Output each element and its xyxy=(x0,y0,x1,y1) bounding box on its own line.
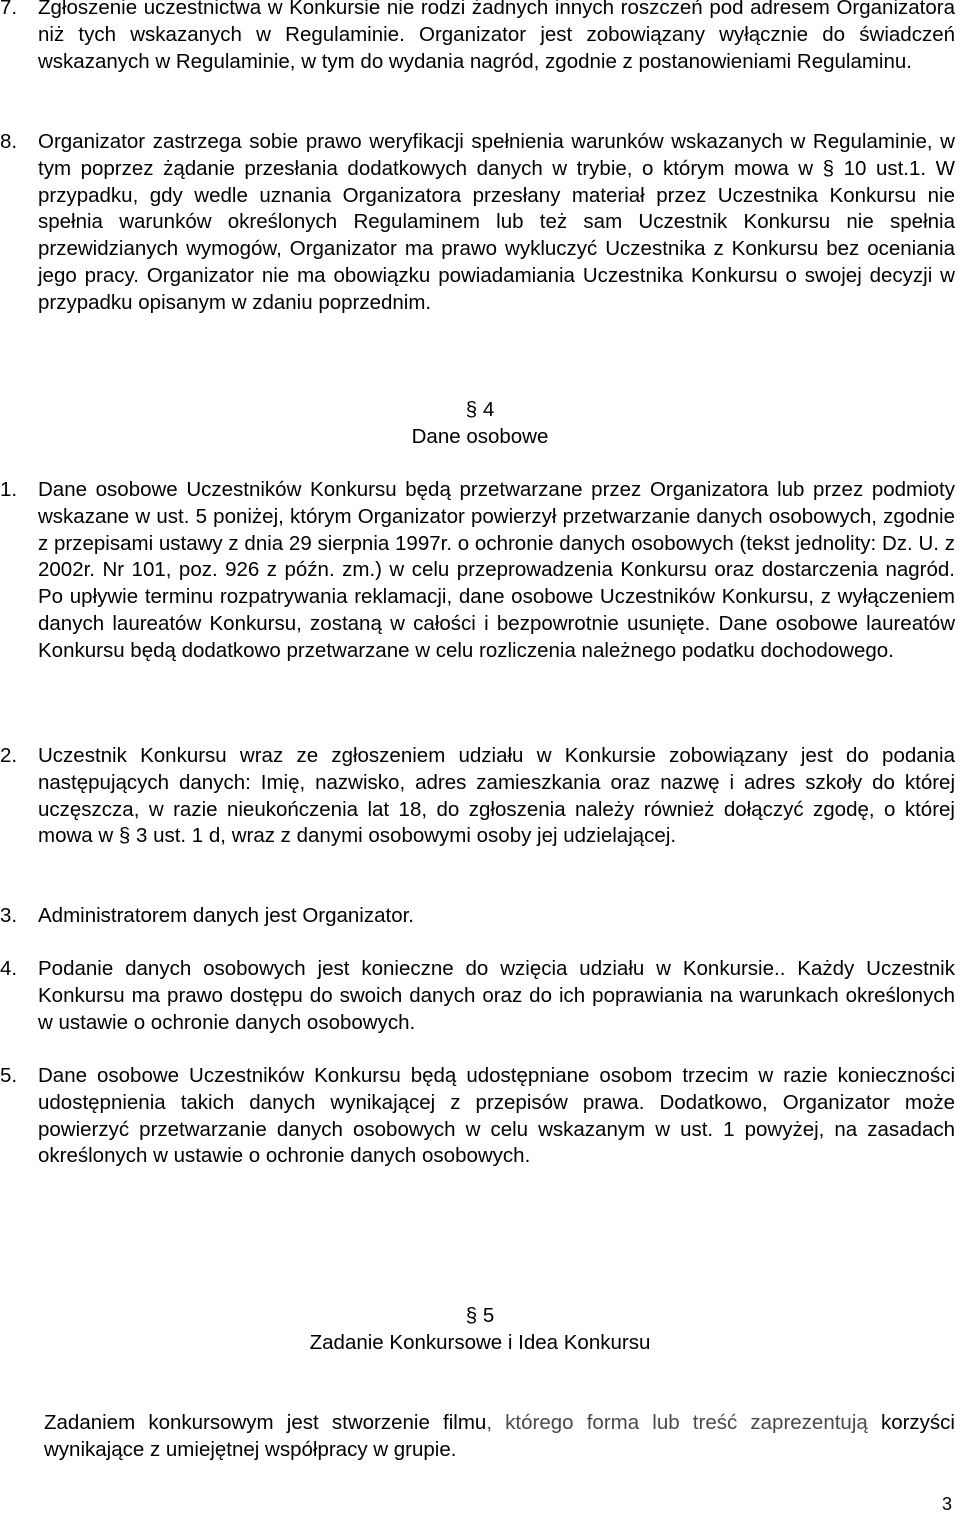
item-number: 3. xyxy=(0,904,18,927)
item-number: 2. xyxy=(0,744,18,767)
item-text: Dane osobowe Uczestników Konkursu będą przetwarzane przez Organizatora lub przez podmioty wskazane w ust. 5 poniżej, którym Organizator powierzył przetwarzanie danych osobowych, zgodnie z przepisami ustawy z dnia 29 sierpnia 1997r. o ochronie danych osobowych (tekst jednolity: Dz. U. z 2002r. Nr 101, poz. 926 z późn. zm.) w celu przeprowadzenia Konkursu oraz dostarczenia nagród. Po upływie terminu rozpatrywania reklamacji, dane osobowe Uczestników Konkursu, z wyłączeniem danych laureatów Konkursu, zostaną w całości i bezpowrotnie usunięte. Dane osobowe laureatów Konkursu będą dodatkowo przetwarzane w celu rozliczenia należnego podatku dochodowego. xyxy=(38,478,955,662)
section-5-title: Zadanie Konkursowe i Idea Konkursu xyxy=(309,1331,651,1354)
paragraph-8 xyxy=(0,129,955,317)
section-4-item-1 xyxy=(0,477,955,665)
item-text: Podanie danych osobowych jest konieczne do wzięcia udziału w Konkursie.. Każdy Uczestnik Konkursu ma prawo dostępu do swoich danych oraz do ich poprawiania na warunkach określonych w ustawie o ochronie danych osobowych. xyxy=(38,957,955,1034)
paragraph-number: 7. xyxy=(0,0,18,19)
paragraph-text: Zgłoszenie uczestnictwa w Konkursie nie rodzi żadnych innych roszczeń pod adresem Organizatora niż tych wskazanych w Regulaminie. Organizator jest zobowiązany wyłącznie do świadczeń wskazanych w Regulaminie, w tym do wydania nagród, zgodnie z postanowieniami Regulaminu. xyxy=(38,0,955,73)
item-number: 5. xyxy=(0,1064,18,1087)
paragraph-7 xyxy=(0,0,955,75)
section-4-item-2 xyxy=(0,743,955,850)
paragraph-text: Organizator zastrzega sobie prawo weryfikacji spełnienia warunków wskazanych w Regulaminie, w tym poprzez żądanie przesłania dodatkowych danych w trybie, o którym mowa w § 10 ust.1. W przypadku, gdy wedle uznania Organizatora przesłany materiał przez Uczestnika Konkursu nie spełnia warunków określonych Regulaminem lub też sam Uczestnik Konkursu nie spełnia przewidzianych wymogów, Organizator ma prawo wykluczyć Uczestnika z Konkursu bez oceniania jego pracy. Organizator nie ma obowiązku powiadamiania Uczestnika Konkursu o swojej decyzji w przypadku opisanym w zdaniu poprzednim. xyxy=(38,130,955,314)
section-4-title: Dane osobowe xyxy=(411,425,549,448)
page-number: 3 xyxy=(941,1494,952,1514)
item-number: 1. xyxy=(0,478,18,501)
section-4-item-5 xyxy=(0,1063,955,1170)
section-4-item-4 xyxy=(0,956,955,1036)
paragraph-number: 8. xyxy=(0,130,18,153)
item-number: 4. xyxy=(0,957,18,980)
section-4-number: § 4 xyxy=(465,398,495,421)
section-5-text xyxy=(44,1410,955,1464)
item-text: Dane osobowe Uczestników Konkursu będą udostępniane osobom trzecim w razie konieczności udostępnienia takich danych wynikającej z przepisów prawa. Dodatkowo, Organizator może powierzyć przetwarzanie danych osobowych w celu wskazanym w ust. 1 powyżej, na zasadach określonych w ustawie o ochronie danych osobowych. xyxy=(38,1064,955,1168)
section-4-item-3 xyxy=(0,903,955,930)
item-text: Administratorem danych jest Organizator. xyxy=(38,904,414,927)
section-5-text-part-2: , którego forma lub treść zaprezentują xyxy=(486,1411,868,1434)
section-5-text-part-1: Zadaniem konkursowym jest stworzenie filmu xyxy=(44,1411,487,1434)
section-5-text-part-3: korzyści wynikające z umiejętnej współpracy w grupie. xyxy=(44,1411,955,1461)
section-5-number: § 5 xyxy=(465,1304,495,1327)
item-text: Uczestnik Konkursu wraz ze zgłoszeniem udziału w Konkursie zobowiązany jest do podania następujących danych: Imię, nazwisko, adres zamieszkania oraz nazwę i adres szkoły do której uczęszcza, w razie nieukończenia lat 18, do zgłoszenia należy również dołączyć zgodę, o której mowa w § 3 ust. 1 d, wraz z danymi osobowymi osoby jej udzielającej. xyxy=(38,744,955,848)
